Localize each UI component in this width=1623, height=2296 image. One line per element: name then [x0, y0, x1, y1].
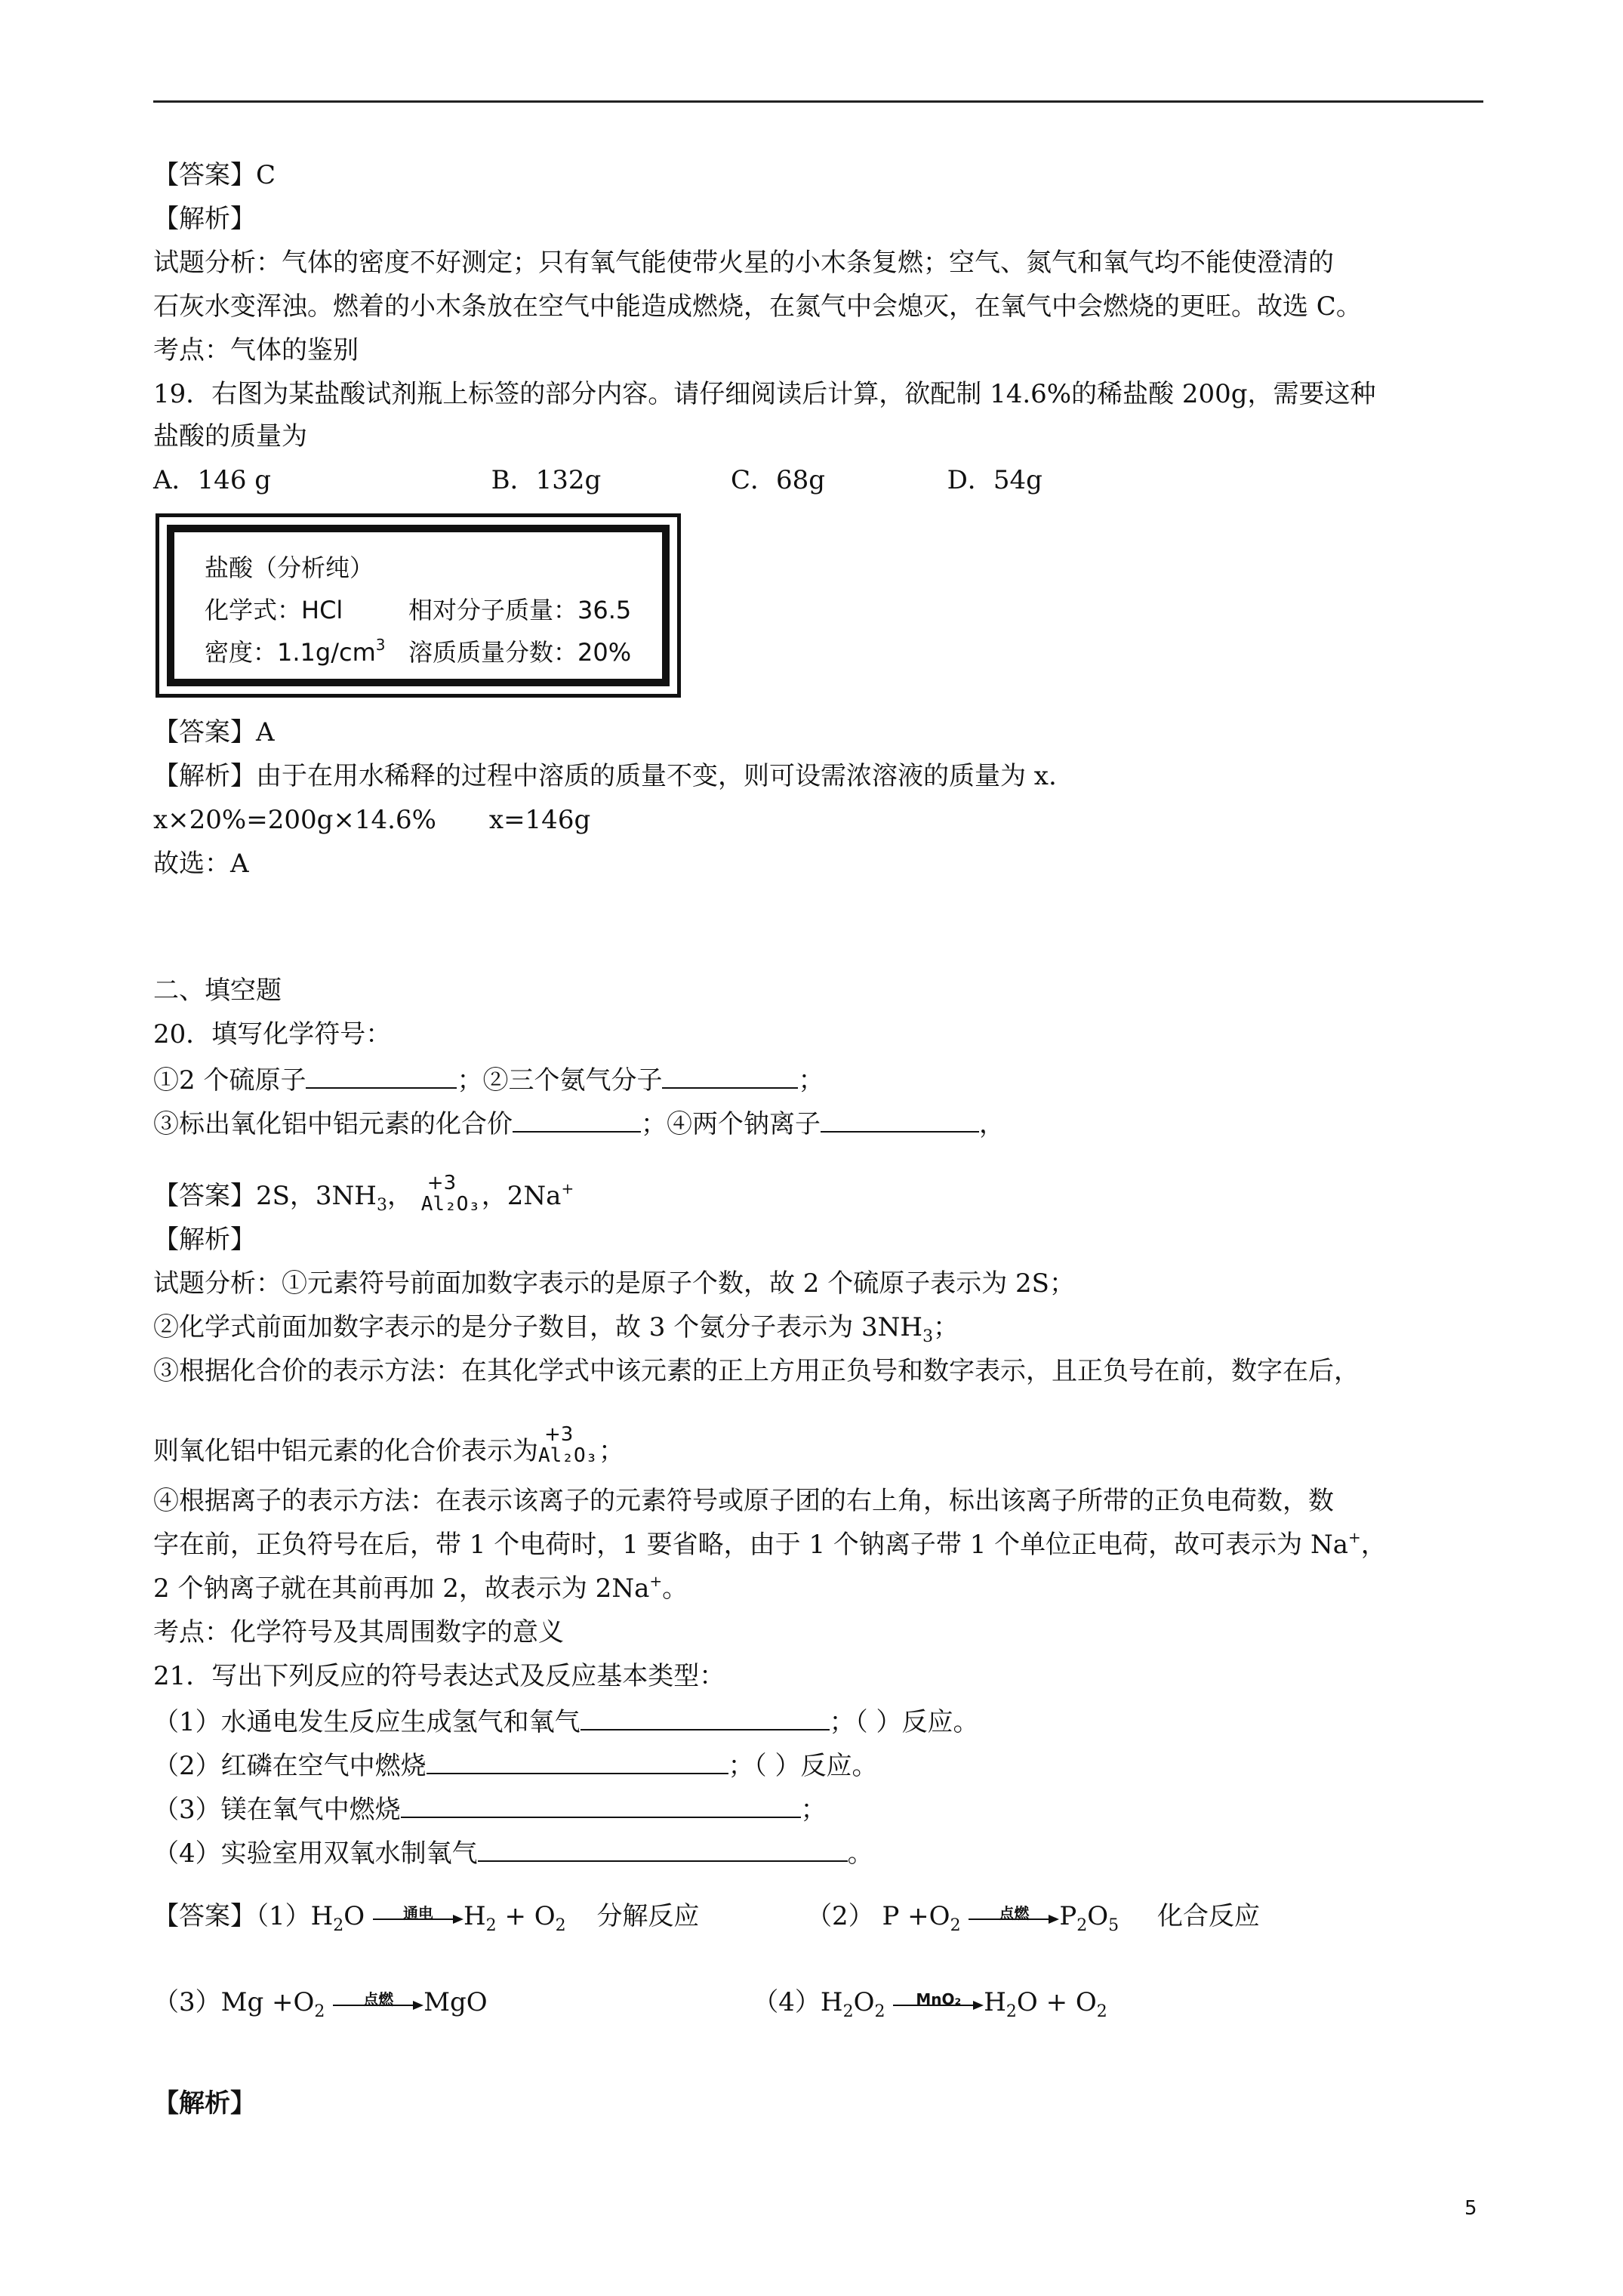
q20-part-1: ①2 个硫原子: [153, 1065, 306, 1096]
analysis-4-text: 则氧化铝中铝元素的化合价表示为: [153, 1436, 538, 1466]
answer-text-b: ，: [387, 1181, 413, 1211]
answer-blank[interactable]: [401, 1791, 801, 1818]
ans4-o-plus-o: O + O: [1016, 1987, 1097, 2017]
q21-part-3-text: （3）镁在氧气中燃烧: [153, 1795, 401, 1825]
answer-text-a: 2S，3NH: [256, 1181, 377, 1211]
reaction-condition: 通电: [402, 1904, 433, 1922]
q21-part-1-end: ；（ ）反应。: [829, 1707, 979, 1737]
q21-answer-line-1: [153, 1900, 1260, 1937]
analysis-text: 由于在用水稀释的过程中溶质的质量不变，则可设需浓溶液的质量为 x.: [256, 761, 1057, 791]
q19-answer-line: [153, 716, 275, 749]
reagent-label-inner-border: [167, 525, 670, 686]
q21-stem: 21．写出下列反应的符号表达式及反应基本类型：: [153, 1661, 725, 1691]
q20-part-4: ；④两个钠离子: [641, 1109, 821, 1139]
reaction-arrow: [373, 1903, 463, 1933]
q20-line-1: [153, 1062, 824, 1097]
q18-analysis-1: 试题分析：气体的密度不好测定；只有氧气能使带火星的小木条复燃；空气、氮气和氧气均不能使澄清的: [153, 248, 1334, 278]
q21-part-4-end: 。: [847, 1838, 873, 1869]
q21-part-4: [153, 1835, 873, 1870]
label-molar-mass: 相对分子质量：36.5: [408, 596, 632, 624]
q20-analysis-1: 试题分析：①元素符号前面加数字表示的是原子个数，故 2 个硫原子表示为 2S；: [153, 1268, 1075, 1299]
analysis-4-end: ；: [599, 1436, 624, 1466]
q20-analysis-7: [153, 1572, 688, 1608]
q20-analysis-5: ④根据离子的表示方法：在表示该离子的元素符号或原子团的右上角，标出该离子所带的正负电荷数，数: [153, 1486, 1334, 1516]
q20-part-3: ③标出氧化铝中铝元素的化合价: [153, 1109, 513, 1139]
valence-formula: Al₂O₃: [420, 1193, 481, 1216]
answer-sup: +: [561, 1179, 574, 1197]
valence-formula-image: [420, 1172, 482, 1216]
q20-analysis-label: 【解析】: [153, 1225, 256, 1255]
answer-blank[interactable]: [478, 1835, 848, 1862]
calc-equation: x×20%=200g×14.6%: [153, 805, 436, 835]
q20-line-2: [153, 1105, 1005, 1141]
analysis-2-text: ②化学式前面加数字表示的是分子数目，故 3 个氨分子表示为 3NH: [153, 1312, 923, 1342]
analysis-6-text: 字在前，正负符号在后，带 1 个电荷时，1 要省略，由于 1 个钠离子带 1 个单位正电荷，故可表示为 Na: [153, 1530, 1349, 1560]
ans3-lhs: （3）Mg +O: [153, 1987, 315, 2017]
ans2-sub: 5: [1108, 1916, 1119, 1935]
ans1-lhs: （1）H: [256, 1901, 334, 1931]
analysis-6-sup: +: [1348, 1528, 1361, 1546]
q19-stem-1: 19．右图为某盐酸试剂瓶上标签的部分内容。请仔细阅读后计算，欲配制 14.6%的稀盐酸 200g，需要这种: [153, 379, 1376, 409]
ans2-p: P: [1059, 1901, 1077, 1931]
ans3-product: MgO: [423, 1987, 488, 2017]
ans2-sub: 2: [1076, 1916, 1088, 1935]
q20-part-1-end: ；: [798, 1065, 824, 1096]
ans4-lhs: （4）H: [753, 1987, 843, 2017]
answer-blank[interactable]: [662, 1062, 798, 1089]
valence-formula-image: [538, 1423, 599, 1468]
ans2-sub: 2: [950, 1916, 961, 1935]
answer-blank[interactable]: [821, 1105, 979, 1133]
analysis-2-end: ；: [933, 1312, 959, 1342]
reaction-arrow: [893, 1989, 984, 2019]
ans4-o: O: [853, 1987, 875, 2017]
label-title: 盐酸（分析纯）: [205, 553, 374, 582]
analysis-7-sup: +: [649, 1572, 663, 1590]
ans4-h: H: [984, 1987, 1006, 2017]
section-title: 二、填空题: [153, 975, 282, 1006]
answer-label: 【答案】: [153, 1901, 256, 1931]
q18-analysis-label: 【解析】: [153, 204, 256, 234]
ans1-sub: 2: [555, 1916, 566, 1935]
answer-label: 【答案】: [153, 717, 256, 747]
option-a: A．146 g: [153, 465, 272, 495]
option-d: D．54g: [947, 465, 1042, 495]
page-number: 5: [1464, 2197, 1477, 2220]
answer-value: A: [256, 717, 275, 747]
reaction-condition: 点燃: [363, 1990, 394, 2008]
q20-part-2-end: ，: [979, 1109, 1005, 1139]
q19-stem-2: 盐酸的质量为: [153, 421, 307, 451]
ans1-o: O: [343, 1901, 365, 1931]
ans2-lhs: （2） P +O: [806, 1901, 950, 1931]
q21-part-2: [153, 1747, 877, 1783]
q20-analysis-4: [153, 1423, 624, 1468]
reaction-arrow: [969, 1903, 1059, 1933]
analysis-label: 【解析】: [153, 761, 256, 791]
answer-blank[interactable]: [513, 1105, 641, 1133]
q21-part-3-end: ；: [800, 1795, 827, 1825]
valence-formula: Al₂O₃: [538, 1444, 598, 1467]
q20-analysis-2: [153, 1311, 959, 1348]
ans2-reaction-type: 化合反应: [1156, 1901, 1260, 1931]
q21-analysis-label: 【解析】: [153, 2088, 256, 2119]
header-rule: [153, 100, 1483, 103]
q21-part-1-text: （1）水通电发生反应生成氢气和氧气: [153, 1707, 581, 1737]
analysis-2-sub: 3: [922, 1327, 934, 1346]
q21-part-3: [153, 1791, 827, 1826]
arrow-icon: [373, 1913, 463, 1925]
arrow-icon: [333, 1999, 423, 2011]
reaction-arrow: [333, 1989, 423, 2019]
q21-part-1: [153, 1703, 978, 1739]
q18-analysis-2: 石灰水变浑浊。燃着的小木条放在空气中能造成燃烧，在氮气中会熄灭，在氧气中会燃烧的更旺。故选 C。: [153, 291, 1362, 322]
density-sup: 3: [375, 636, 386, 654]
q20-analysis-3: ③根据化合价的表示方法：在其化学式中该元素的正上方用正负号和数字表示，且正负号在前，数字在后，: [153, 1356, 1360, 1386]
arrow-icon: [893, 1999, 984, 2011]
reagent-label-box: [156, 513, 681, 698]
answer-text-c: ，2Na: [481, 1181, 562, 1211]
q19-choose: 故选：A: [153, 849, 249, 879]
ans4-sub: 2: [842, 2002, 854, 2021]
q20-answer-line: [153, 1172, 574, 1216]
q21-part-2-text: （2）红磷在空气中燃烧: [153, 1751, 427, 1781]
answer-blank[interactable]: [581, 1703, 830, 1730]
answer-value: C: [256, 160, 276, 190]
q18-kaodian: 考点：气体的鉴别: [153, 335, 359, 365]
q20-analysis-6: [153, 1528, 1387, 1564]
answer-label: 【答案】: [153, 160, 256, 190]
q19-analysis-line: [153, 760, 1057, 793]
answer-sub: 3: [376, 1196, 387, 1215]
ans2-o: O: [1087, 1901, 1109, 1931]
ans1-sub: 2: [485, 1916, 497, 1935]
q21-part-4-text: （4）实验室用双氧水制氧气: [153, 1838, 478, 1869]
valence-value: +3: [427, 1172, 457, 1194]
q20-part-2: ；②三个氨气分子: [457, 1065, 663, 1096]
option-c: C．68g: [730, 465, 825, 495]
label-mass-fraction: 溶质质量分数：20%: [408, 638, 632, 667]
ans4-sub: 2: [1096, 2002, 1107, 2021]
q19-calc-line: [153, 803, 590, 837]
calc-result: x=146g: [488, 805, 591, 835]
ans3-sub: 2: [314, 2002, 325, 2021]
q21-part-2-end: ；（ ）反应。: [728, 1751, 878, 1781]
answer-blank[interactable]: [427, 1747, 728, 1774]
ans4-sub: 2: [1006, 2002, 1017, 2021]
ans1-plus-o: + O: [496, 1901, 556, 1931]
option-b: B．132g: [491, 465, 602, 495]
ans4-sub: 2: [874, 2002, 885, 2021]
q18-answer-line: [153, 159, 276, 192]
q21-answer-line-2: [153, 1986, 1107, 2023]
q20-stem: 20．填写化学符号：: [153, 1019, 392, 1049]
density-text: 密度：1.1g/cm: [205, 638, 376, 667]
label-formula: 化学式：HCl: [205, 596, 343, 624]
analysis-7-text: 2 个钠离子就在其前再加 2，故表示为 2Na: [153, 1573, 650, 1604]
valence-value: +3: [544, 1423, 574, 1446]
reaction-condition: MnO₂: [916, 1990, 962, 2008]
q20-kaodian: 考点：化学符号及其周围数字的意义: [153, 1617, 564, 1647]
ans1-reaction-type: 分解反应: [596, 1901, 700, 1931]
arrow-icon: [969, 1913, 1059, 1925]
answer-blank[interactable]: [306, 1062, 457, 1089]
reaction-condition: 点燃: [999, 1904, 1030, 1922]
q19-options: [153, 464, 1042, 497]
ans1-sub: 2: [333, 1916, 344, 1935]
analysis-7-end: 。: [662, 1573, 688, 1604]
answer-label: 【答案】: [153, 1181, 256, 1211]
ans1-h: H: [463, 1901, 486, 1931]
analysis-6-end: ，: [1360, 1530, 1387, 1560]
label-density: [205, 633, 386, 668]
